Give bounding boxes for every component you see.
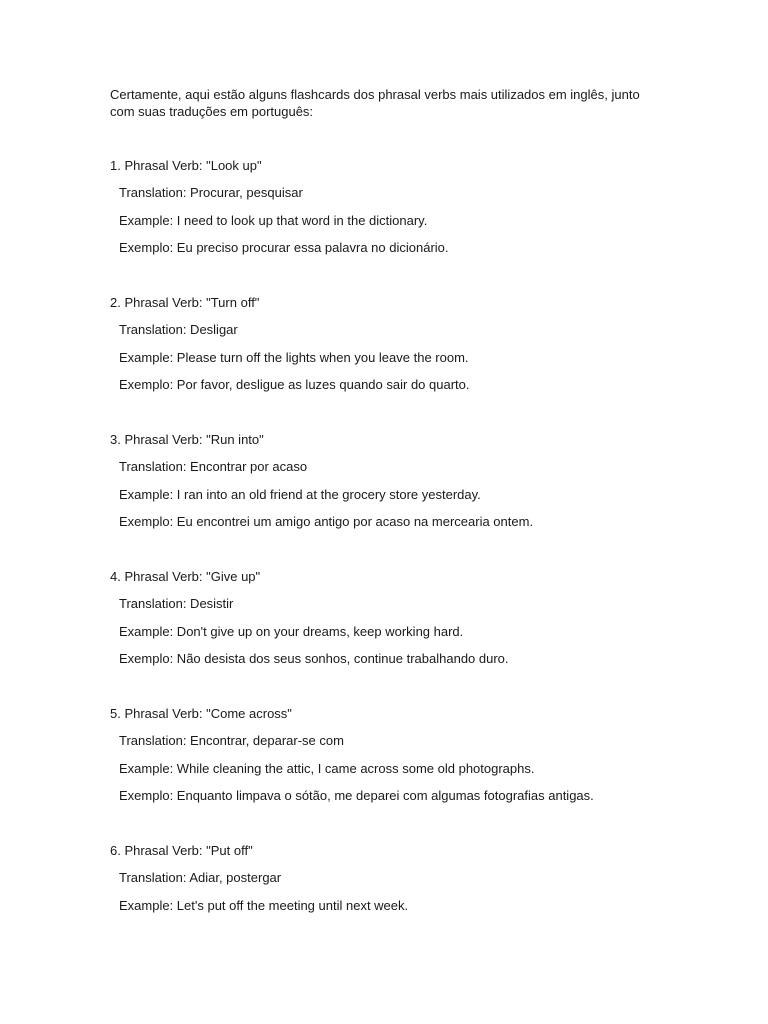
card-heading: 1. Phrasal Verb: "Look up" [110,158,262,173]
card-translation: Translation: Desistir [119,596,234,612]
card-exemplo: Exemplo: Eu encontrei um amigo antigo por acaso na mercearia ontem. [119,513,534,529]
card-translation: Translation: Encontrar por acaso [119,459,308,475]
card-heading: 2. Phrasal Verb: "Turn off" [110,295,260,310]
card-example: Example: Let's put off the meeting until next week. [119,897,409,913]
card-example: Example: While cleaning the attic, I came across some old photographs. [119,760,535,776]
document-page [110,86,650,120]
flashcard-6 [110,842,670,924]
card-exemplo: Exemplo: Não desista dos seus sonhos, continue trabalhando duro. [119,650,509,666]
flashcard-1 [110,157,670,266]
flashcard-3 [110,431,670,540]
card-exemplo: Exemplo: Eu preciso procurar essa palavra no dicionário. [119,239,449,255]
card-translation: Translation: Desligar [119,322,238,338]
flashcard-2 [110,294,670,403]
intro-paragraph: Certamente, aqui estão alguns flashcards dos phrasal verbs mais utilizados em inglês, junto com suas traduções em português: [110,87,640,119]
flashcard-4 [110,568,670,677]
card-example: Example: Don't give up on your dreams, keep working hard. [119,623,464,639]
card-heading: 5. Phrasal Verb: "Come across" [110,706,292,721]
card-example: Example: I ran into an old friend at the grocery store yesterday. [119,486,481,502]
card-translation: Translation: Procurar, pesquisar [119,185,303,201]
card-example: Example: I need to look up that word in the dictionary. [119,212,428,228]
card-heading: 6. Phrasal Verb: "Put off" [110,843,253,858]
card-translation: Translation: Adiar, postergar [119,870,282,886]
card-translation: Translation: Encontrar, deparar-se com [119,733,344,749]
card-heading: 4. Phrasal Verb: "Give up" [110,569,261,584]
card-exemplo: Exemplo: Por favor, desligue as luzes quando sair do quarto. [119,376,470,392]
card-heading: 3. Phrasal Verb: "Run into" [110,432,264,447]
card-example: Example: Please turn off the lights when you leave the room. [119,349,469,365]
card-exemplo: Exemplo: Enquanto limpava o sótão, me deparei com algumas fotografias antigas. [119,787,594,803]
flashcard-5 [110,705,670,814]
